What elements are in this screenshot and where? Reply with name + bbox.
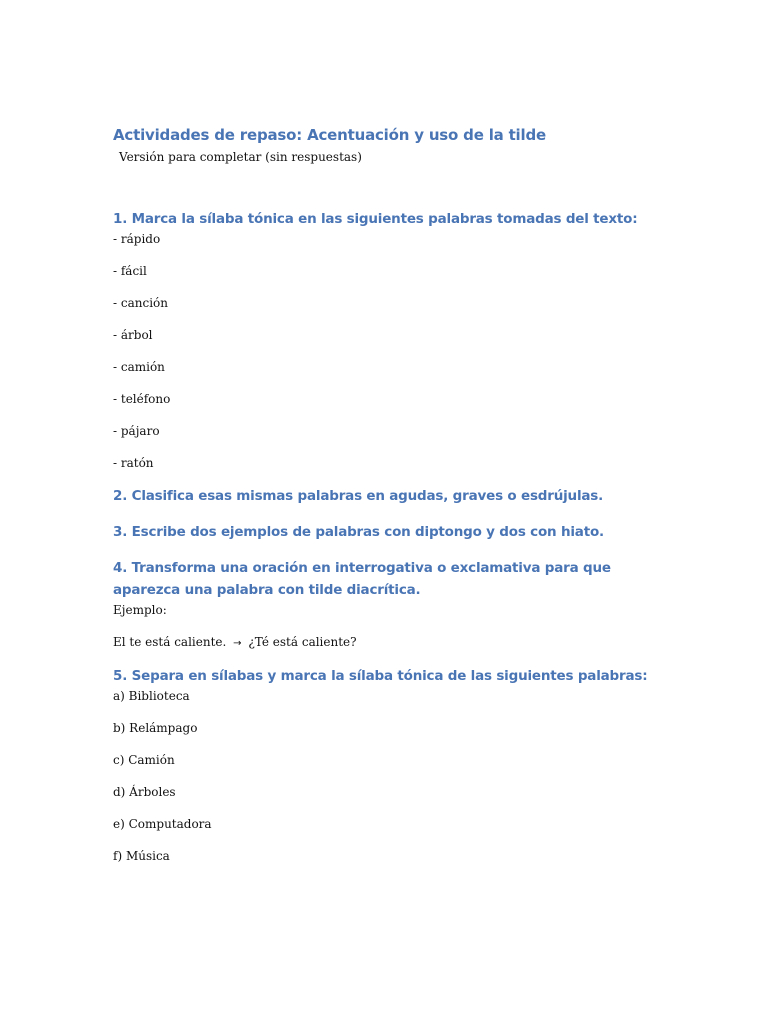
- arrow-right-icon: →: [233, 638, 242, 649]
- list-item: - fácil: [113, 264, 147, 278]
- example-after: ¿Té está caliente?: [248, 635, 357, 649]
- list-item: c) Camión: [113, 753, 175, 767]
- list-item: - teléfono: [113, 392, 171, 406]
- list-item: - ratón: [113, 456, 154, 470]
- list-item: - pájaro: [113, 424, 160, 438]
- list-item: a) Biblioteca: [113, 689, 190, 703]
- section-1-word-list: [113, 230, 653, 472]
- example-before: El te está caliente.: [113, 635, 227, 649]
- example-sentence: [113, 633, 653, 653]
- section-4-heading: 4. Transforma una oración en interrogativa o exclamativa para que aparezca una palabra con tilde diacrítica.: [113, 560, 611, 598]
- example-label: Ejemplo:: [113, 603, 167, 617]
- list-item: e) Computadora: [113, 817, 212, 831]
- section-3-heading: 3. Escribe dos ejemplos de palabras con diptongo y dos con hiato.: [113, 524, 604, 540]
- list-item: d) Árboles: [113, 785, 176, 799]
- list-item: f) Música: [113, 849, 170, 863]
- section-5-heading: 5. Separa en sílabas y marca la sílaba tónica de las siguientes palabras:: [113, 668, 648, 684]
- document-title: Actividades de repaso: Acentuación y uso de la tilde: [113, 126, 546, 144]
- section-1-heading: 1. Marca la sílaba tónica en las siguientes palabras tomadas del texto:: [113, 211, 638, 227]
- document-page: [113, 124, 653, 865]
- list-item: - canción: [113, 296, 168, 310]
- section-5-word-list: [113, 687, 653, 865]
- document-subtitle: Versión para completar (sin respuestas): [119, 150, 362, 164]
- list-item: b) Relámpago: [113, 721, 198, 735]
- section-2-heading: 2. Clasifica esas mismas palabras en agudas, graves o esdrújulas.: [113, 488, 604, 504]
- list-item: - camión: [113, 360, 165, 374]
- list-item: - rápido: [113, 232, 161, 246]
- list-item: - árbol: [113, 328, 153, 342]
